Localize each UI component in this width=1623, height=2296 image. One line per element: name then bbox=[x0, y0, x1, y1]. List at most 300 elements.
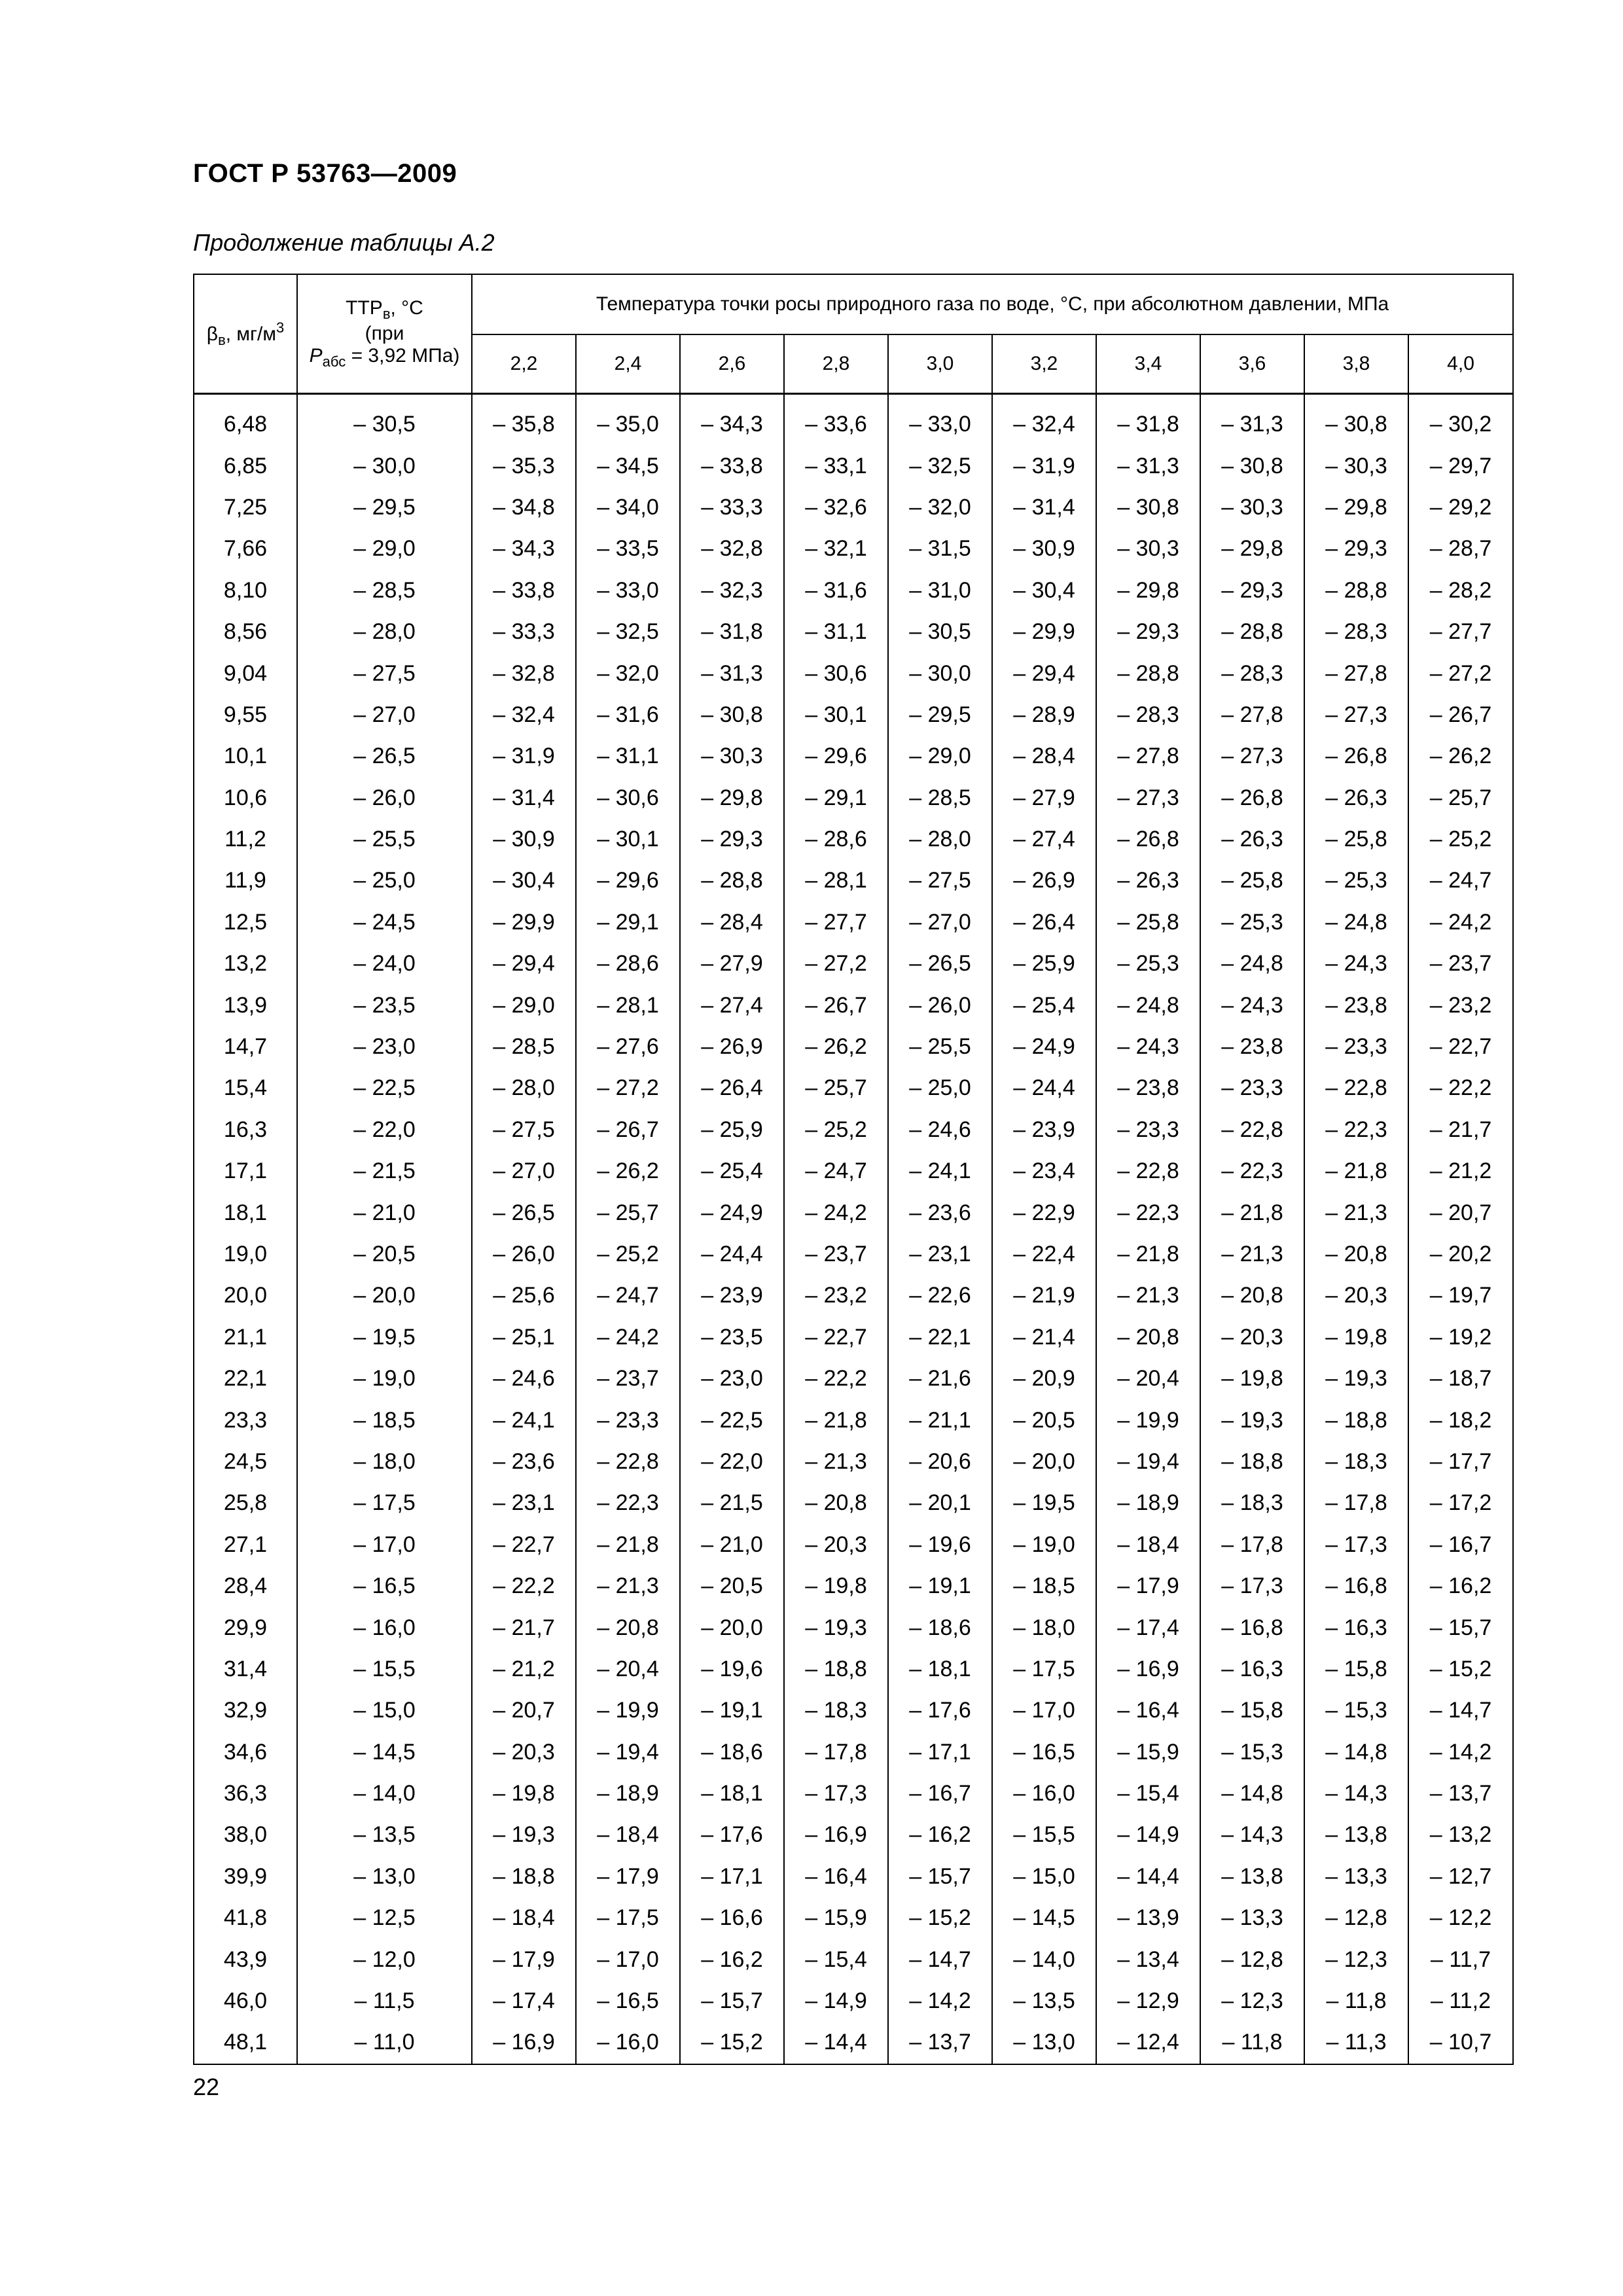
cell-dew-point: – 25,2 bbox=[784, 1109, 888, 1151]
cell-dew-point: – 35,8 bbox=[472, 404, 576, 445]
cell-ttr: – 13,0 bbox=[297, 1856, 472, 1897]
cell-dew-point: – 16,9 bbox=[472, 2022, 576, 2064]
table-row bbox=[194, 1151, 1513, 1192]
cell-dew-point: – 14,3 bbox=[1200, 1814, 1304, 1856]
cell-dew-point: – 33,8 bbox=[472, 570, 576, 611]
cell-dew-point: – 28,5 bbox=[472, 1026, 576, 1067]
cell-ttr: – 26,0 bbox=[297, 778, 472, 819]
header-group-dew-point: Температура точки росы природного газа по воде, °С, при абсолютном давлении, МПа bbox=[472, 274, 1513, 334]
table-row bbox=[194, 404, 1513, 445]
cell-dew-point: – 20,5 bbox=[680, 1566, 784, 1607]
cell-dew-point: – 23,3 bbox=[1304, 1026, 1408, 1067]
cell-ttr: – 23,5 bbox=[297, 984, 472, 1026]
table-row bbox=[194, 1897, 1513, 1939]
cell-ttr: – 18,5 bbox=[297, 1399, 472, 1441]
cell-dew-point: – 11,2 bbox=[1408, 1981, 1513, 2022]
cell-dew-point: – 22,6 bbox=[888, 1275, 992, 1316]
cell-dew-point: – 24,4 bbox=[992, 1067, 1096, 1109]
cell-dew-point: – 25,7 bbox=[576, 1192, 680, 1233]
cell-dew-point: – 23,5 bbox=[680, 1317, 784, 1358]
cell-dew-point: – 16,9 bbox=[1096, 1649, 1200, 1690]
cell-dew-point: – 32,8 bbox=[680, 528, 784, 569]
cell-dew-point: – 23,7 bbox=[576, 1358, 680, 1399]
table-row bbox=[194, 1317, 1513, 1358]
dew-point-table bbox=[193, 274, 1514, 2065]
cell-dew-point: – 28,5 bbox=[888, 778, 992, 819]
cell-dew-point: – 14,8 bbox=[1304, 1732, 1408, 1773]
cell-dew-point: – 24,6 bbox=[888, 1109, 992, 1151]
table-row bbox=[194, 1939, 1513, 1980]
cell-beta: 7,66 bbox=[194, 528, 297, 569]
cell-ttr: – 29,0 bbox=[297, 528, 472, 569]
cell-dew-point: – 30,9 bbox=[472, 819, 576, 860]
cell-dew-point: – 30,2 bbox=[1408, 404, 1513, 445]
cell-dew-point: – 30,6 bbox=[784, 653, 888, 694]
cell-dew-point: – 27,5 bbox=[888, 860, 992, 901]
cell-dew-point: – 33,6 bbox=[784, 404, 888, 445]
cell-dew-point: – 15,2 bbox=[1408, 1649, 1513, 1690]
cell-dew-point: – 18,4 bbox=[472, 1897, 576, 1939]
cell-dew-point: – 22,3 bbox=[1096, 1192, 1200, 1233]
cell-dew-point: – 19,8 bbox=[472, 1773, 576, 1814]
cell-dew-point: – 20,0 bbox=[992, 1441, 1096, 1482]
cell-dew-point: – 20,4 bbox=[576, 1649, 680, 1690]
cell-dew-point: – 31,1 bbox=[576, 736, 680, 777]
cell-dew-point: – 33,3 bbox=[680, 487, 784, 528]
header-pressure: 2,6 bbox=[680, 334, 784, 394]
cell-dew-point: – 11,3 bbox=[1304, 2022, 1408, 2064]
cell-dew-point: – 18,4 bbox=[1096, 1524, 1200, 1566]
cell-dew-point: – 26,8 bbox=[1096, 819, 1200, 860]
cell-beta: 38,0 bbox=[194, 1814, 297, 1856]
table-row bbox=[194, 1773, 1513, 1814]
table-row bbox=[194, 445, 1513, 486]
cell-dew-point: – 26,7 bbox=[576, 1109, 680, 1151]
cell-dew-point: – 28,2 bbox=[1408, 570, 1513, 611]
cell-dew-point: – 16,2 bbox=[1408, 1566, 1513, 1607]
cell-dew-point: – 27,0 bbox=[472, 1151, 576, 1192]
cell-dew-point: – 29,9 bbox=[472, 902, 576, 943]
pressure-symbol: P bbox=[309, 345, 323, 367]
cell-dew-point: – 17,7 bbox=[1408, 1441, 1513, 1482]
cell-dew-point: – 17,4 bbox=[1096, 1607, 1200, 1648]
cell-ttr: – 25,5 bbox=[297, 819, 472, 860]
cell-dew-point: – 25,8 bbox=[1096, 902, 1200, 943]
cell-dew-point: – 19,0 bbox=[992, 1524, 1096, 1566]
cell-dew-point: – 27,8 bbox=[1304, 653, 1408, 694]
cell-dew-point: – 16,5 bbox=[576, 1981, 680, 2022]
table-row bbox=[194, 1856, 1513, 1897]
cell-dew-point: – 31,3 bbox=[680, 653, 784, 694]
cell-dew-point: – 14,0 bbox=[992, 1939, 1096, 1980]
cell-dew-point: – 15,7 bbox=[680, 1981, 784, 2022]
cell-dew-point: – 21,0 bbox=[680, 1524, 784, 1566]
cell-dew-point: – 15,8 bbox=[1200, 1690, 1304, 1731]
cell-dew-point: – 27,2 bbox=[784, 943, 888, 984]
cell-dew-point: – 13,7 bbox=[888, 2022, 992, 2064]
cell-ttr: – 27,0 bbox=[297, 694, 472, 736]
cell-dew-point: – 18,1 bbox=[888, 1649, 992, 1690]
cell-dew-point: – 27,9 bbox=[680, 943, 784, 984]
cell-dew-point: – 21,7 bbox=[472, 1607, 576, 1648]
cell-dew-point: – 23,1 bbox=[888, 1234, 992, 1275]
cell-dew-point: – 19,4 bbox=[576, 1732, 680, 1773]
cell-dew-point: – 16,5 bbox=[992, 1732, 1096, 1773]
cell-dew-point: – 32,5 bbox=[888, 445, 992, 486]
cell-dew-point: – 27,7 bbox=[1408, 611, 1513, 653]
cell-dew-point: – 23,8 bbox=[1304, 984, 1408, 1026]
cell-dew-point: – 19,3 bbox=[472, 1814, 576, 1856]
cell-dew-point: – 24,3 bbox=[1096, 1026, 1200, 1067]
cell-dew-point: – 25,2 bbox=[1408, 819, 1513, 860]
cell-dew-point: – 12,3 bbox=[1200, 1981, 1304, 2022]
table-row bbox=[194, 1732, 1513, 1773]
header-pressure: 3,2 bbox=[992, 334, 1096, 394]
cell-dew-point: – 27,8 bbox=[1200, 694, 1304, 736]
cell-dew-point: – 15,2 bbox=[888, 1897, 992, 1939]
table-row bbox=[194, 487, 1513, 528]
cell-dew-point: – 13,4 bbox=[1096, 1939, 1200, 1980]
cell-ttr: – 17,0 bbox=[297, 1524, 472, 1566]
cell-dew-point: – 32,5 bbox=[576, 611, 680, 653]
cell-dew-point: – 25,9 bbox=[992, 943, 1096, 984]
cell-dew-point: – 21,2 bbox=[472, 1649, 576, 1690]
beta-unit-superscript: 3 bbox=[276, 319, 285, 336]
cell-dew-point: – 28,7 bbox=[1408, 528, 1513, 569]
cell-beta: 6,48 bbox=[194, 404, 297, 445]
cell-ttr: – 16,0 bbox=[297, 1607, 472, 1648]
cell-dew-point: – 23,8 bbox=[1200, 1026, 1304, 1067]
cell-dew-point: – 18,1 bbox=[680, 1773, 784, 1814]
cell-dew-point: – 22,0 bbox=[680, 1441, 784, 1482]
cell-dew-point: – 23,3 bbox=[1200, 1067, 1304, 1109]
cell-dew-point: – 31,9 bbox=[992, 445, 1096, 486]
cell-dew-point: – 17,8 bbox=[784, 1732, 888, 1773]
cell-beta: 39,9 bbox=[194, 1856, 297, 1897]
table-row bbox=[194, 819, 1513, 860]
cell-dew-point: – 29,4 bbox=[472, 943, 576, 984]
cell-dew-point: – 32,8 bbox=[472, 653, 576, 694]
cell-dew-point: – 21,9 bbox=[992, 1275, 1096, 1316]
table-row bbox=[194, 570, 1513, 611]
cell-dew-point: – 26,8 bbox=[1200, 778, 1304, 819]
cell-dew-point: – 15,3 bbox=[1304, 1690, 1408, 1731]
cell-dew-point: – 24,2 bbox=[784, 1192, 888, 1233]
cell-dew-point: – 21,8 bbox=[576, 1524, 680, 1566]
pressure-subscript: абс bbox=[322, 353, 346, 370]
cell-dew-point: – 28,8 bbox=[1200, 611, 1304, 653]
table-row bbox=[194, 860, 1513, 901]
cell-dew-point: – 29,5 bbox=[888, 694, 992, 736]
cell-beta: 22,1 bbox=[194, 1358, 297, 1399]
header-pressure: 4,0 bbox=[1408, 334, 1513, 394]
cell-dew-point: – 30,1 bbox=[576, 819, 680, 860]
cell-dew-point: – 29,8 bbox=[1200, 528, 1304, 569]
cell-dew-point: – 31,4 bbox=[992, 487, 1096, 528]
cell-dew-point: – 17,1 bbox=[888, 1732, 992, 1773]
cell-dew-point: – 22,4 bbox=[992, 1234, 1096, 1275]
cell-ttr: – 22,0 bbox=[297, 1109, 472, 1151]
cell-beta: 28,4 bbox=[194, 1566, 297, 1607]
ttr-subscript: в bbox=[382, 306, 391, 323]
cell-dew-point: – 30,3 bbox=[1304, 445, 1408, 486]
cell-dew-point: – 13,0 bbox=[992, 2022, 1096, 2064]
cell-dew-point: – 15,9 bbox=[784, 1897, 888, 1939]
header-pressure: 3,6 bbox=[1200, 334, 1304, 394]
cell-dew-point: – 31,6 bbox=[784, 570, 888, 611]
cell-dew-point: – 28,3 bbox=[1304, 611, 1408, 653]
cell-dew-point: – 18,2 bbox=[1408, 1399, 1513, 1441]
cell-dew-point: – 18,8 bbox=[472, 1856, 576, 1897]
cell-dew-point: – 28,3 bbox=[1200, 653, 1304, 694]
cell-dew-point: – 34,0 bbox=[576, 487, 680, 528]
cell-dew-point: – 17,9 bbox=[576, 1856, 680, 1897]
cell-dew-point: – 13,7 bbox=[1408, 1773, 1513, 1814]
cell-dew-point: – 29,3 bbox=[1096, 611, 1200, 653]
cell-dew-point: – 24,2 bbox=[1408, 902, 1513, 943]
cell-dew-point: – 16,0 bbox=[992, 1773, 1096, 1814]
table-row bbox=[194, 1566, 1513, 1607]
table-caption: Продолжение таблицы А.2 bbox=[193, 229, 495, 256]
cell-dew-point: – 35,0 bbox=[576, 404, 680, 445]
cell-dew-point: – 32,1 bbox=[784, 528, 888, 569]
cell-dew-point: – 16,2 bbox=[888, 1814, 992, 1856]
cell-dew-point: – 23,3 bbox=[1096, 1109, 1200, 1151]
cell-beta: 11,2 bbox=[194, 819, 297, 860]
cell-dew-point: – 27,5 bbox=[472, 1109, 576, 1151]
cell-dew-point: – 27,0 bbox=[888, 902, 992, 943]
cell-dew-point: – 14,3 bbox=[1304, 1773, 1408, 1814]
cell-dew-point: – 19,8 bbox=[1200, 1358, 1304, 1399]
table-row bbox=[194, 1690, 1513, 1731]
table-row bbox=[194, 1109, 1513, 1151]
cell-dew-point: – 19,7 bbox=[1408, 1275, 1513, 1316]
cell-dew-point: – 32,3 bbox=[680, 570, 784, 611]
cell-dew-point: – 24,6 bbox=[472, 1358, 576, 1399]
cell-ttr: – 29,5 bbox=[297, 487, 472, 528]
cell-dew-point: – 31,1 bbox=[784, 611, 888, 653]
cell-dew-point: – 27,4 bbox=[992, 819, 1096, 860]
cell-dew-point: – 29,8 bbox=[680, 778, 784, 819]
cell-dew-point: – 25,3 bbox=[1200, 902, 1304, 943]
cell-ttr: – 19,5 bbox=[297, 1317, 472, 1358]
ttr-condition: (при bbox=[365, 322, 404, 344]
cell-dew-point: – 23,4 bbox=[992, 1151, 1096, 1192]
cell-dew-point: – 20,7 bbox=[472, 1690, 576, 1731]
cell-dew-point: – 22,8 bbox=[1096, 1151, 1200, 1192]
cell-dew-point: – 18,3 bbox=[1200, 1482, 1304, 1524]
cell-dew-point: – 20,3 bbox=[784, 1524, 888, 1566]
cell-dew-point: – 15,8 bbox=[1304, 1649, 1408, 1690]
cell-dew-point: – 27,8 bbox=[1096, 736, 1200, 777]
cell-beta: 6,85 bbox=[194, 445, 297, 486]
cell-dew-point: – 19,3 bbox=[1304, 1358, 1408, 1399]
cell-dew-point: – 22,7 bbox=[784, 1317, 888, 1358]
cell-dew-point: – 25,3 bbox=[1096, 943, 1200, 984]
cell-dew-point: – 23,2 bbox=[1408, 984, 1513, 1026]
cell-ttr: – 14,0 bbox=[297, 1773, 472, 1814]
cell-ttr: – 18,0 bbox=[297, 1441, 472, 1482]
cell-dew-point: – 16,8 bbox=[1304, 1566, 1408, 1607]
cell-dew-point: – 24,1 bbox=[472, 1399, 576, 1441]
cell-dew-point: – 29,0 bbox=[472, 984, 576, 1026]
cell-ttr: – 11,0 bbox=[297, 2022, 472, 2064]
table-row bbox=[194, 1814, 1513, 1856]
cell-beta: 13,9 bbox=[194, 984, 297, 1026]
cell-dew-point: – 29,3 bbox=[1304, 528, 1408, 569]
cell-dew-point: – 21,1 bbox=[888, 1399, 992, 1441]
cell-dew-point: – 17,3 bbox=[1304, 1524, 1408, 1566]
cell-dew-point: – 31,0 bbox=[888, 570, 992, 611]
cell-dew-point: – 21,3 bbox=[1200, 1234, 1304, 1275]
cell-dew-point: – 30,8 bbox=[680, 694, 784, 736]
cell-beta: 29,9 bbox=[194, 1607, 297, 1648]
cell-ttr: – 19,0 bbox=[297, 1358, 472, 1399]
cell-dew-point: – 28,8 bbox=[1304, 570, 1408, 611]
cell-dew-point: – 19,5 bbox=[992, 1482, 1096, 1524]
cell-dew-point: – 30,5 bbox=[888, 611, 992, 653]
cell-dew-point: – 30,4 bbox=[992, 570, 1096, 611]
cell-dew-point: – 22,7 bbox=[472, 1524, 576, 1566]
cell-dew-point: – 33,3 bbox=[472, 611, 576, 653]
cell-beta: 27,1 bbox=[194, 1524, 297, 1566]
cell-dew-point: – 26,7 bbox=[1408, 694, 1513, 736]
cell-dew-point: – 12,9 bbox=[1096, 1981, 1200, 2022]
cell-dew-point: – 15,4 bbox=[1096, 1773, 1200, 1814]
cell-ttr: – 15,0 bbox=[297, 1690, 472, 1731]
cell-dew-point: – 25,9 bbox=[680, 1109, 784, 1151]
cell-dew-point: – 29,8 bbox=[1096, 570, 1200, 611]
cell-dew-point: – 23,7 bbox=[1408, 943, 1513, 984]
cell-dew-point: – 20,8 bbox=[1304, 1234, 1408, 1275]
cell-dew-point: – 20,5 bbox=[992, 1399, 1096, 1441]
cell-dew-point: – 27,4 bbox=[680, 984, 784, 1026]
cell-dew-point: – 17,9 bbox=[472, 1939, 576, 1980]
cell-beta: 10,1 bbox=[194, 736, 297, 777]
cell-ttr: – 13,5 bbox=[297, 1814, 472, 1856]
cell-dew-point: – 28,6 bbox=[576, 943, 680, 984]
cell-beta: 21,1 bbox=[194, 1317, 297, 1358]
cell-dew-point: – 27,3 bbox=[1200, 736, 1304, 777]
cell-dew-point: – 23,0 bbox=[680, 1358, 784, 1399]
table-row bbox=[194, 778, 1513, 819]
table-row bbox=[194, 1275, 1513, 1316]
cell-dew-point: – 24,8 bbox=[1200, 943, 1304, 984]
cell-dew-point: – 26,3 bbox=[1200, 819, 1304, 860]
cell-dew-point: – 23,6 bbox=[888, 1192, 992, 1233]
cell-beta: 36,3 bbox=[194, 1773, 297, 1814]
cell-dew-point: – 34,3 bbox=[472, 528, 576, 569]
cell-dew-point: – 31,9 bbox=[472, 736, 576, 777]
cell-dew-point: – 22,8 bbox=[576, 1441, 680, 1482]
cell-dew-point: – 27,2 bbox=[576, 1067, 680, 1109]
cell-dew-point: – 29,6 bbox=[784, 736, 888, 777]
cell-dew-point: – 20,1 bbox=[888, 1482, 992, 1524]
cell-dew-point: – 13,8 bbox=[1304, 1814, 1408, 1856]
cell-dew-point: – 25,0 bbox=[888, 1067, 992, 1109]
cell-dew-point: – 10,7 bbox=[1408, 2022, 1513, 2064]
beta-symbol: β bbox=[206, 323, 219, 345]
cell-beta: 31,4 bbox=[194, 1649, 297, 1690]
cell-dew-point: – 20,2 bbox=[1408, 1234, 1513, 1275]
cell-dew-point: – 19,2 bbox=[1408, 1317, 1513, 1358]
cell-dew-point: – 29,3 bbox=[1200, 570, 1304, 611]
cell-dew-point: – 30,8 bbox=[1304, 404, 1408, 445]
page-number: 22 bbox=[193, 2073, 220, 2100]
cell-dew-point: – 17,8 bbox=[1304, 1482, 1408, 1524]
cell-dew-point: – 22,8 bbox=[1304, 1067, 1408, 1109]
cell-dew-point: – 15,3 bbox=[1200, 1732, 1304, 1773]
cell-dew-point: – 26,2 bbox=[576, 1151, 680, 1192]
cell-dew-point: – 23,6 bbox=[472, 1441, 576, 1482]
cell-dew-point: – 18,6 bbox=[888, 1607, 992, 1648]
table-row bbox=[194, 1192, 1513, 1233]
cell-dew-point: – 19,3 bbox=[784, 1607, 888, 1648]
cell-dew-point: – 26,9 bbox=[992, 860, 1096, 901]
cell-dew-point: – 25,1 bbox=[472, 1317, 576, 1358]
cell-dew-point: – 21,8 bbox=[1096, 1234, 1200, 1275]
cell-dew-point: – 15,9 bbox=[1096, 1732, 1200, 1773]
cell-ttr: – 11,5 bbox=[297, 1981, 472, 2022]
table-row bbox=[194, 1441, 1513, 1482]
cell-dew-point: – 19,3 bbox=[1200, 1399, 1304, 1441]
cell-dew-point: – 28,8 bbox=[1096, 653, 1200, 694]
cell-dew-point: – 14,7 bbox=[1408, 1690, 1513, 1731]
cell-dew-point: – 12,8 bbox=[1200, 1939, 1304, 1980]
cell-dew-point: – 23,9 bbox=[680, 1275, 784, 1316]
cell-dew-point: – 15,7 bbox=[1408, 1607, 1513, 1648]
cell-dew-point: – 21,3 bbox=[784, 1441, 888, 1482]
cell-beta: 15,4 bbox=[194, 1067, 297, 1109]
table-row bbox=[194, 1607, 1513, 1648]
cell-dew-point: – 12,2 bbox=[1408, 1897, 1513, 1939]
cell-ttr: – 23,0 bbox=[297, 1026, 472, 1067]
table-row bbox=[194, 902, 1513, 943]
cell-dew-point: – 26,7 bbox=[784, 984, 888, 1026]
cell-dew-point: – 13,2 bbox=[1408, 1814, 1513, 1856]
cell-dew-point: – 17,1 bbox=[680, 1856, 784, 1897]
cell-dew-point: – 30,4 bbox=[472, 860, 576, 901]
cell-dew-point: – 14,5 bbox=[992, 1897, 1096, 1939]
table-row bbox=[194, 2022, 1513, 2064]
cell-dew-point: – 20,9 bbox=[992, 1358, 1096, 1399]
cell-beta: 9,55 bbox=[194, 694, 297, 736]
cell-dew-point: – 14,9 bbox=[1096, 1814, 1200, 1856]
cell-dew-point: – 26,0 bbox=[888, 984, 992, 1026]
cell-dew-point: – 24,7 bbox=[784, 1151, 888, 1192]
cell-beta: 46,0 bbox=[194, 1981, 297, 2022]
cell-dew-point: – 28,3 bbox=[1096, 694, 1200, 736]
cell-beta: 17,1 bbox=[194, 1151, 297, 1192]
header-pressure: 3,0 bbox=[888, 334, 992, 394]
cell-dew-point: – 17,4 bbox=[472, 1981, 576, 2022]
cell-dew-point: – 29,3 bbox=[680, 819, 784, 860]
cell-dew-point: – 18,3 bbox=[1304, 1441, 1408, 1482]
cell-dew-point: – 30,6 bbox=[576, 778, 680, 819]
cell-dew-point: – 25,7 bbox=[1408, 778, 1513, 819]
cell-dew-point: – 20,8 bbox=[576, 1607, 680, 1648]
cell-dew-point: – 28,0 bbox=[472, 1067, 576, 1109]
cell-dew-point: – 16,9 bbox=[784, 1814, 888, 1856]
cell-dew-point: – 24,7 bbox=[1408, 860, 1513, 901]
cell-dew-point: – 21,7 bbox=[1408, 1109, 1513, 1151]
cell-dew-point: – 11,8 bbox=[1200, 2022, 1304, 2064]
cell-dew-point: – 14,2 bbox=[1408, 1732, 1513, 1773]
header-pressure: 2,8 bbox=[784, 334, 888, 394]
cell-dew-point: – 17,9 bbox=[1096, 1566, 1200, 1607]
cell-dew-point: – 27,7 bbox=[784, 902, 888, 943]
cell-dew-point: – 12,4 bbox=[1096, 2022, 1200, 2064]
